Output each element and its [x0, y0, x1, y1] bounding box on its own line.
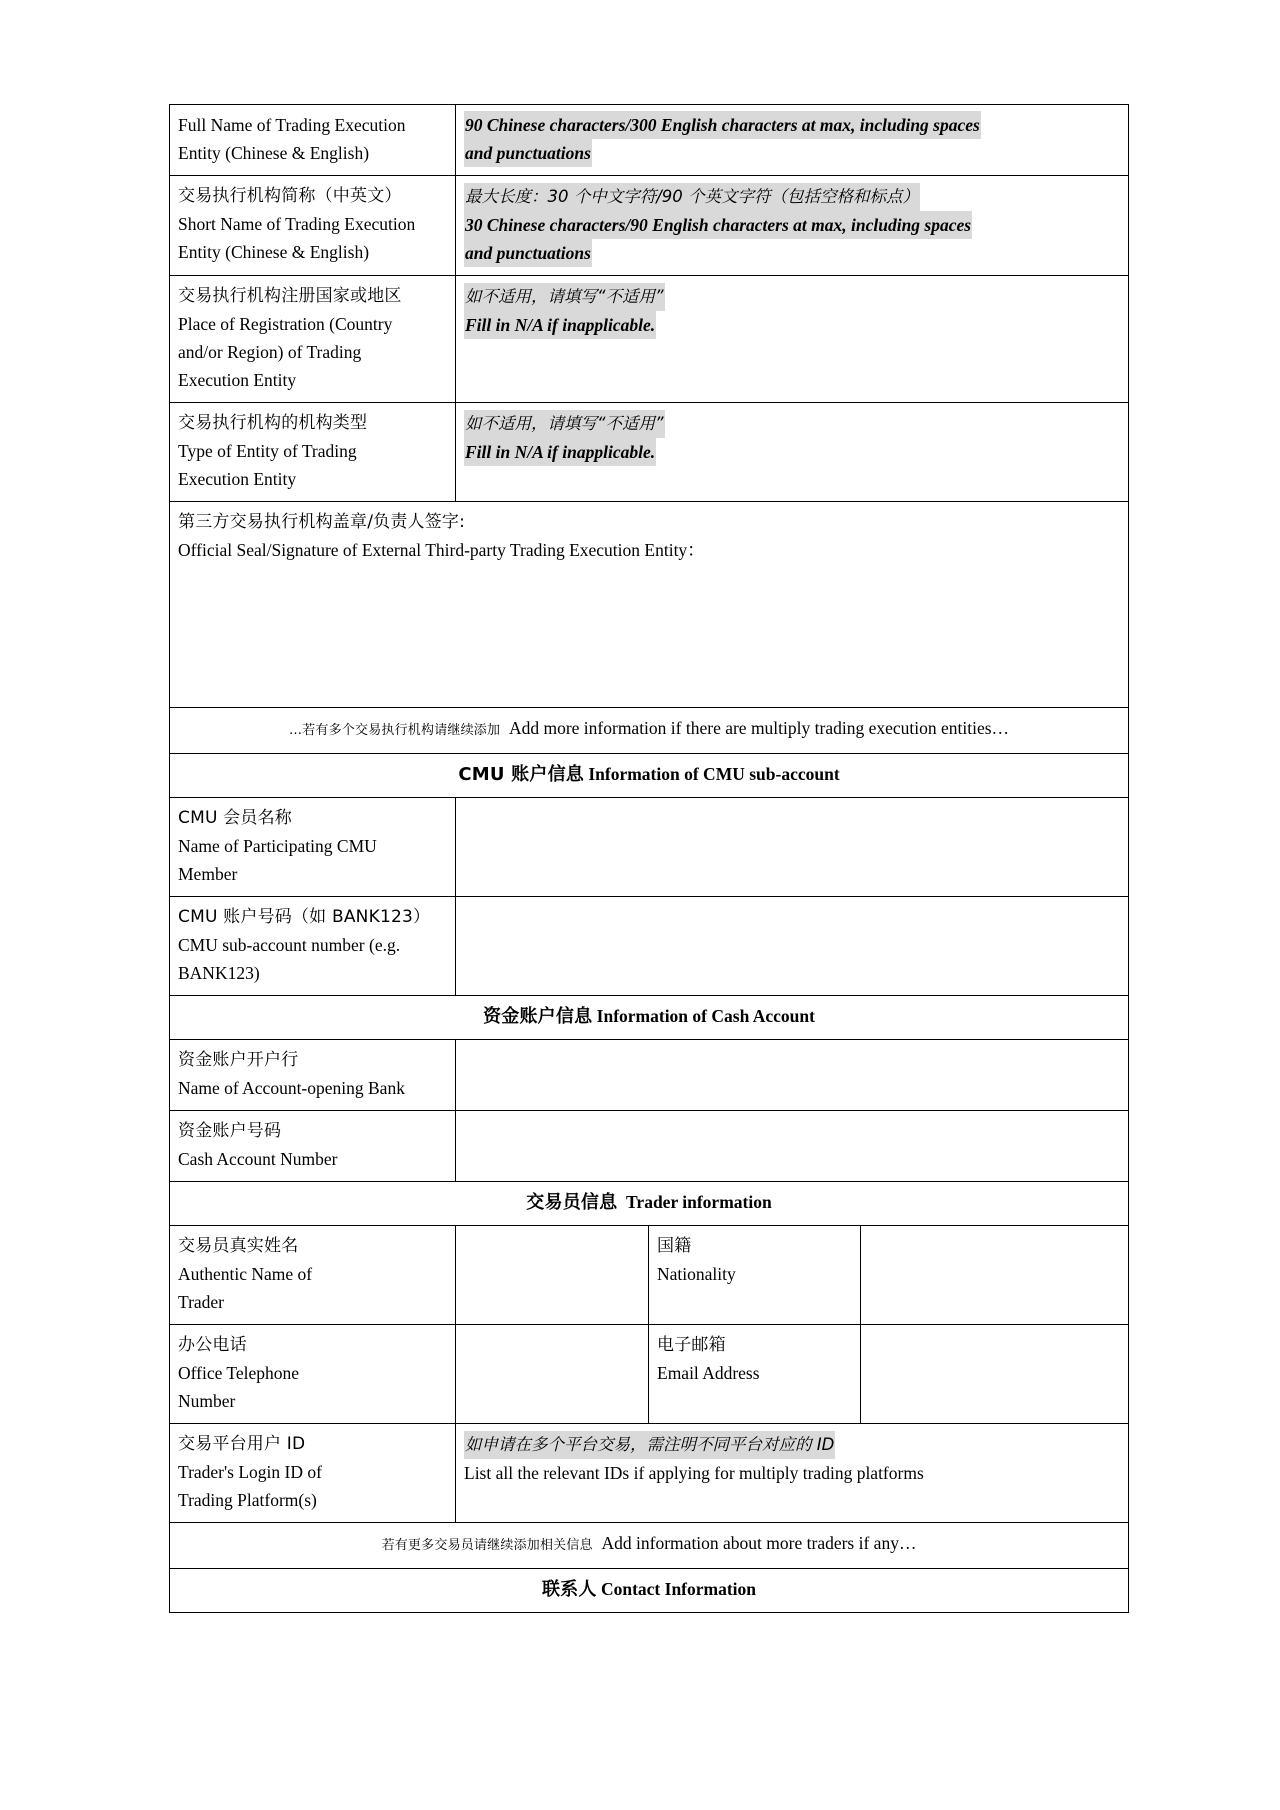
label-trader-name-line2: Trader — [178, 1292, 225, 1312]
cell-contact-section-header — [170, 1569, 1129, 1613]
input-office-telephone[interactable] — [456, 1325, 649, 1424]
label-type-of-entity-zh: 交易执行机构的机构类型 — [178, 413, 368, 433]
label-short-name-line1: Short Name of Trading Execution — [178, 214, 416, 234]
table-row-cmu-section-header — [170, 754, 1129, 798]
input-cmu-account-number[interactable] — [456, 897, 1129, 996]
label-cash-account-number-zh: 资金账户号码 — [178, 1121, 282, 1141]
label-trader-login-id-line1: Trader's Login ID of — [178, 1462, 322, 1482]
input-account-opening-bank[interactable] — [456, 1040, 1129, 1111]
cell-label-office-telephone — [170, 1325, 456, 1424]
table-row-short-name — [170, 176, 1129, 276]
label-full-name-line1: Full Name of Trading Execution — [178, 115, 406, 135]
cell-hint-type-of-entity[interactable] — [456, 403, 1129, 502]
label-cmu-member-name-line1: Name of Participating CMU — [178, 836, 377, 856]
label-place-of-registration-zh: 交易执行机构注册国家或地区 — [178, 286, 402, 306]
hint-type-of-entity-en: Fill in N/A if inapplicable. — [464, 438, 656, 466]
cell-label-short-name — [170, 176, 456, 276]
label-trader-login-id-zh: 交易平台用户 ID — [178, 1434, 306, 1454]
hint-short-name-zh: 最大长度：30 个中文字符/90 个英文字符（包括空格和标点） — [464, 183, 920, 211]
cell-label-cmu-account-number — [170, 897, 456, 996]
label-cmu-member-name-zh: CMU 会员名称 — [178, 808, 292, 828]
label-place-of-registration-line2: and/or Region) of Trading — [178, 342, 362, 362]
cell-label-trader-name — [170, 1226, 456, 1325]
cell-label-full-name — [170, 105, 456, 176]
hint-short-name-line2: and punctuations — [464, 239, 592, 267]
label-trader-login-id-line2: Trading Platform(s) — [178, 1490, 317, 1510]
label-trader-name-zh: 交易员真实姓名 — [178, 1236, 299, 1256]
label-cmu-account-number-line2: BANK123) — [178, 963, 260, 983]
input-email-address[interactable] — [861, 1325, 1129, 1424]
input-nationality[interactable] — [861, 1226, 1129, 1325]
cell-cash-section-header — [170, 996, 1129, 1040]
cell-hint-short-name[interactable] — [456, 176, 1129, 276]
cell-label-cash-account-number — [170, 1111, 456, 1182]
cell-label-trader-login-id — [170, 1424, 456, 1523]
hint-type-of-entity-zh: 如不适用，请填写“不适用” — [464, 410, 665, 438]
label-type-of-entity-line1: Type of Entity of Trading — [178, 441, 357, 461]
table-row-account-opening-bank — [170, 1040, 1129, 1111]
table-row-contact-section-header — [170, 1569, 1129, 1613]
hint-trader-login-id-zh: 如申请在多个平台交易，需注明不同平台对应的 ID — [464, 1431, 835, 1459]
table-row-note-more-entities — [170, 708, 1129, 754]
table-row-trader-name-nationality — [170, 1226, 1129, 1325]
note-more-entities-en: Add more information if there are multiply trading execution entities… — [508, 718, 1010, 738]
official-seal-signature-area[interactable] — [178, 564, 1120, 699]
trader-section-header-en: Trader information — [626, 1192, 772, 1212]
table-row-note-more-traders — [170, 1523, 1129, 1569]
table-row-cmu-account-number — [170, 897, 1129, 996]
note-more-traders-en: Add information about more traders if any… — [601, 1533, 917, 1553]
contact-section-header-en: Contact Information — [600, 1579, 757, 1599]
label-official-seal-en: Official Seal/Signature of External Third-party Trading Execution Entity： — [178, 540, 705, 560]
label-cmu-member-name-line2: Member — [178, 864, 238, 884]
hint-full-name-line1: 90 Chinese characters/300 English characters at max, including spaces — [464, 111, 981, 139]
label-cmu-account-number-line1: CMU sub-account number (e.g. — [178, 935, 401, 955]
cell-label-type-of-entity — [170, 403, 456, 502]
cash-section-header-zh: 资金账户信息 — [483, 1006, 593, 1027]
label-email-address-zh: 电子邮箱 — [657, 1335, 726, 1355]
hint-full-name-line2: and punctuations — [464, 139, 592, 167]
label-nationality-zh: 国籍 — [657, 1236, 692, 1256]
table-row-place-of-registration — [170, 276, 1129, 403]
cmu-section-header-zh: CMU 账户信息 — [458, 764, 584, 785]
label-cmu-account-number-zh: CMU 账户号码（如 BANK123） — [178, 907, 431, 927]
label-place-of-registration-line1: Place of Registration (Country — [178, 314, 393, 334]
cell-hint-trader-login-id[interactable] — [456, 1424, 1129, 1523]
label-cash-account-number-en: Cash Account Number — [178, 1149, 338, 1169]
cell-note-more-traders — [170, 1523, 1129, 1569]
label-trader-name-line1: Authentic Name of — [178, 1264, 313, 1284]
hint-short-name-line1: 30 Chinese characters/90 English characters at max, including spaces — [464, 211, 972, 239]
cell-label-place-of-registration — [170, 276, 456, 403]
cell-hint-full-name[interactable] — [456, 105, 1129, 176]
hint-place-of-registration-zh: 如不适用，请填写“不适用” — [464, 283, 665, 311]
table-row-official-seal — [170, 502, 1129, 708]
cell-official-seal[interactable] — [170, 502, 1129, 708]
table-row-cmu-member-name — [170, 798, 1129, 897]
cell-trader-section-header — [170, 1182, 1129, 1226]
cell-cmu-section-header — [170, 754, 1129, 798]
note-more-traders-zh: 若有更多交易员请继续添加相关信息 — [381, 1538, 593, 1553]
application-form-table — [169, 104, 1129, 1613]
cell-label-nationality — [649, 1226, 861, 1325]
label-email-address-en: Email Address — [657, 1363, 760, 1383]
cash-section-header-en: Information of Cash Account — [596, 1006, 815, 1026]
label-official-seal-zh: 第三方交易执行机构盖章/负责人签字: — [178, 512, 466, 532]
table-row-cash-section-header — [170, 996, 1129, 1040]
cell-label-email-address — [649, 1325, 861, 1424]
hint-trader-login-id-en: List all the relevant IDs if applying for multiply trading platforms — [464, 1463, 924, 1483]
label-nationality-en: Nationality — [657, 1264, 736, 1284]
label-office-telephone-line2: Number — [178, 1391, 236, 1411]
hint-place-of-registration-en: Fill in N/A if inapplicable. — [464, 311, 656, 339]
label-office-telephone-zh: 办公电话 — [178, 1335, 247, 1355]
input-trader-name[interactable] — [456, 1226, 649, 1325]
label-office-telephone-line1: Office Telephone — [178, 1363, 300, 1383]
cell-note-more-entities — [170, 708, 1129, 754]
cell-label-cmu-member-name — [170, 798, 456, 897]
label-account-opening-bank-zh: 资金账户开户行 — [178, 1050, 299, 1070]
table-row-full-name — [170, 105, 1129, 176]
label-account-opening-bank-en: Name of Account-opening Bank — [178, 1078, 405, 1098]
label-type-of-entity-line2: Execution Entity — [178, 469, 297, 489]
note-more-entities-zh: …若有多个交易执行机构请继续添加 — [289, 723, 501, 738]
cell-hint-place-of-registration[interactable] — [456, 276, 1129, 403]
label-full-name-line2: Entity (Chinese & English) — [178, 143, 370, 163]
cell-label-account-opening-bank — [170, 1040, 456, 1111]
cmu-section-header-en: Information of CMU sub-account — [588, 764, 840, 784]
input-cash-account-number[interactable] — [456, 1111, 1129, 1182]
trader-section-header-zh: 交易员信息 — [526, 1192, 618, 1213]
table-row-trader-section-header — [170, 1182, 1129, 1226]
contact-section-header-zh: 联系人 — [541, 1579, 597, 1600]
label-place-of-registration-line3: Execution Entity — [178, 370, 297, 390]
table-row-trader-login-id — [170, 1424, 1129, 1523]
label-short-name-zh: 交易执行机构简称（中英文） — [178, 186, 402, 206]
input-cmu-member-name[interactable] — [456, 798, 1129, 897]
table-row-telephone-email — [170, 1325, 1129, 1424]
label-short-name-line2: Entity (Chinese & English) — [178, 242, 370, 262]
table-row-type-of-entity — [170, 403, 1129, 502]
table-row-cash-account-number — [170, 1111, 1129, 1182]
